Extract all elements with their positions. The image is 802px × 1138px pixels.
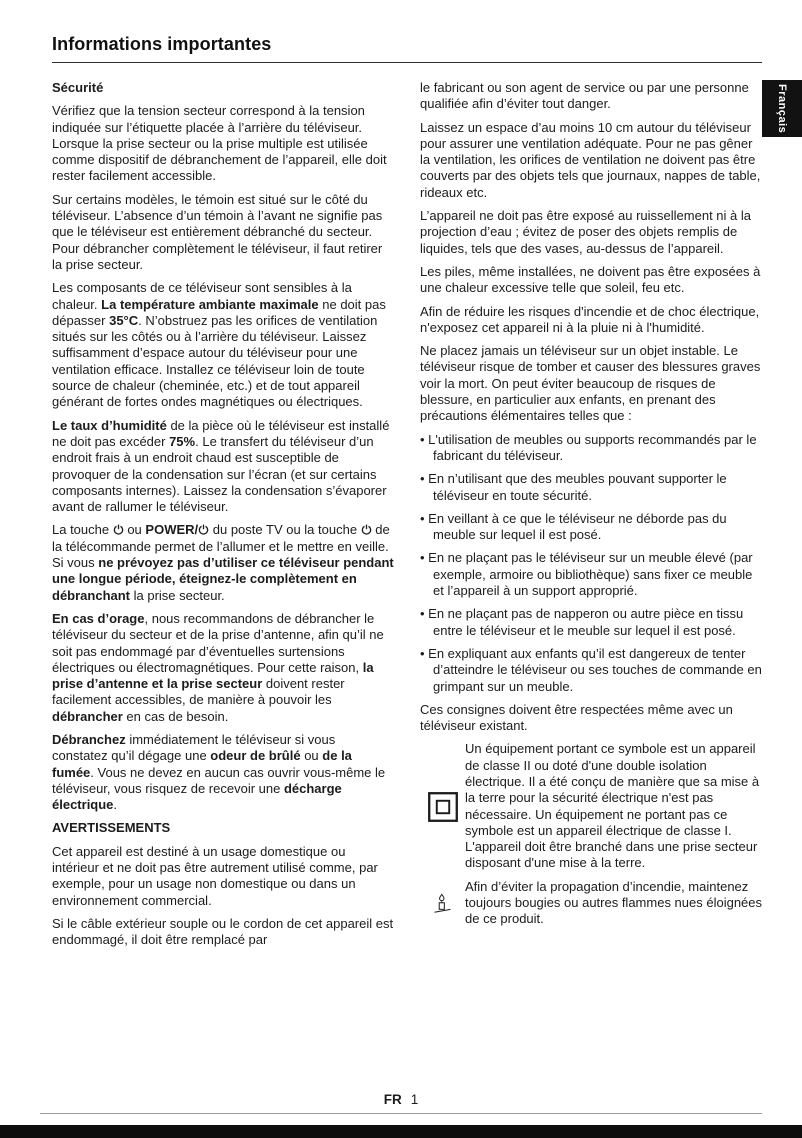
text-run: Un équipement portant ce symbole est un appareil de classe II ou doté d'une double isolation électrique. Il a été conçu de manière que sa mise à la terre pour la sécurité électrique n'est pas nécessaire. Un équipement ne portant pas ce symbole est un appareil électrique de classe I. L'appareil doit être branché dans une prise secteur disposant d'une mise à la terre. [465,741,760,871]
text-run: de la fumée [52,748,352,780]
paragraph [52,192,394,273]
paragraph [420,80,762,113]
text-run: L’appareil ne doit pas être exposé au ruissellement ni à la projection d’eau ; évitez de poser des objets remplis de liquides, tels que des vases, au-dessus de l’appareil. [420,208,751,256]
text-run: Le taux d’humidité [52,417,167,433]
text-run: • En ne plaçant pas de napperon ou autre pièce en tissu entre le téléviseur et le meuble sur lequel il est posé. [420,606,744,638]
text-run: du poste TV ou la touche [209,522,361,538]
paragraph [420,471,762,504]
text-run: ne doit pas dépasser [52,296,386,328]
text-run: odeur de brûlé [210,748,301,764]
text-run: ne prévoyez pas d’utiliser ce téléviseur pendant une longue période, éteignez-le complètement en débranchant [52,555,394,603]
document-body [52,80,762,1080]
text-run: Sur certains modèles, le témoin est situé sur le côté du téléviseur. L’absence d’un témoin à l’avant ne signifie pas que le téléviseur est entièrement débranché du secteur. Pour débrancher complètement le téléviseur, il faut retirer la prise secteur. [52,191,383,272]
power-icon [113,522,124,537]
text-run: Laissez un espace d’au moins 10 cm autour du téléviseur pour assurer une ventilation adéquate. Pour ne pas gêner la ventilation, les orifices de ventilation ne doivent pas être couverts par des objets tels que journaux, nappes de table, rideaux etc. [420,119,761,200]
text-run: Ces consignes doivent être respectées même avec un téléviseur existant. [420,701,733,734]
power-icon [361,522,372,537]
text-run: • L'utilisation de meubles ou supports recommandés par le fabricant du téléviseur. [420,431,757,463]
text-run: immédiatement le téléviseur si vous constatez qu’il dégage une [52,731,336,764]
paragraph [52,916,394,949]
text-run: doivent rester facilement accessibles, de manière à pouvoir les [52,676,345,708]
text-run: En cas d’orage [52,610,145,626]
paragraph [420,120,762,201]
text-run: 75% [169,433,196,449]
paragraph [420,646,762,695]
text-run: . N’obstruez pas les orifices de ventilation situés sur les côtés ou à l’arrière du téléviseur. Laissez suffisamment d’espace autour du téléviseur pour une ventilation efficace. Installez ce téléviseur loin de toute source de chaleur (cheminée, etc.) et de tout appareil générant de fortes ondes magnétiques ou électriques. [52,312,378,410]
text-run: débrancher [52,708,123,724]
class-ii-symbol-icon [420,791,465,823]
power-icon [198,522,209,537]
text-run: POWER/ [145,522,199,538]
text-run: . Le transfert du téléviseur d’un endroit frais à un endroit chaud est susceptible de provoquer de la condensation sur l’écran (et sur certains composants internes). Laissez la condensation s’évaporer avant de rallumer le téléviseur. [52,433,387,515]
text-run: la prise secteur. [130,587,225,603]
symbol-note [420,879,762,928]
text-run: Afin de réduire les risques d'incendie et de choc électrique, n'exposez cet appareil ni à la pluie ni à l'humidité. [420,303,760,335]
bottom-bar [0,1125,802,1138]
paragraph [465,741,762,871]
paragraph [52,103,394,184]
paragraph [52,844,394,909]
paragraph [420,606,762,639]
paragraph [420,511,762,544]
text-run: • En veillant à ce que le téléviseur ne déborde pas du meuble sur lequel il est posé. [420,510,727,543]
text-run: • En expliquant aux enfants qu’il est dangereux de tenter d’atteindre le téléviseur ou ses touches de commande en grimpant sur un meuble. [420,645,762,694]
footer-region-code: FR [383,1092,402,1107]
paragraph [52,522,394,603]
text-run: Si le câble extérieur souple ou le cordon de cet appareil est endommagé, il doit être remplacé par [52,915,394,948]
section-heading [52,820,394,836]
paragraph [52,418,394,516]
text-run: ou [300,748,323,764]
text-run: Les piles, même installées, ne doivent pas être exposées à une chaleur excessive telle que soleil, feu etc. [420,263,761,296]
language-tab [762,80,802,137]
paragraph [420,550,762,599]
text-run: • En n’utilisant que des meubles pouvant supporter le téléviseur en toute sécurité. [420,471,727,503]
paragraph [52,732,394,813]
text-run: Afin d’éviter la propagation d’incendie, maintenez toujours bougies ou autres flammes nues éloignées de ce produit. [465,878,762,927]
text-run: , nous recommandons de débrancher le téléviseur du secteur et de la prise d’antenne, afin qu’il ne soit pas endommagé par d’éventuelles surtensions électriques ou électromagnétiques. Pour cette raison, [52,610,384,675]
text-run: La touche [52,522,113,538]
text-run: Les composants de ce téléviseur sont sensibles à la chaleur. [52,280,352,312]
candle-flame-icon [420,893,465,914]
text-run: de la pièce où le téléviseur est installé ne doit pas excéder [52,417,390,449]
section-heading [52,80,394,96]
paragraph [420,208,762,257]
text-run: Ne placez jamais un téléviseur sur un objet instable. Le téléviseur risque de tomber et causer des blessures graves voir la mort. On peut éviter beaucoup de risques de blessure, en particulier aux enfants, en prenant des précautions élémentaires telles que : [420,343,761,424]
text-run: de la télécommande permet de l’allumer et le mettre en veille. Si vous [52,522,390,571]
text-run: Sécurité [52,80,104,95]
left-column [52,80,394,1080]
text-run: La température ambiante maximale [101,296,319,312]
text-run: . [113,797,118,813]
text-run: . Vous ne devez en aucun cas ouvrir vous-même le téléviseur, vous risquez de recevoir une [52,764,386,796]
footer-divider [40,1113,762,1114]
text-run: • En ne plaçant pas le téléviseur sur un meuble élevé (par exemple, armoire ou bibliothèque) sans fixer ce meuble et l’appareil à un support approprié. [420,550,753,599]
paragraph [420,432,762,465]
text-run: 35°C [109,312,139,328]
text-run: Vérifiez que la tension secteur correspond à la tension indiquée sur l’étiquette placée à l’arrière du téléviseur. Lorsque la prise secteur ou la prise multiple est utilisée comme dispositif de débranchement de l’appareil, elle doit rester facilement accessible. [52,103,387,184]
paragraph [420,702,762,735]
page-title: Informations importantes [52,34,272,54]
paragraph [420,304,762,337]
right-column [420,80,762,1080]
title-divider [52,62,762,63]
paragraph [465,879,762,928]
text-run: ou [123,522,146,538]
paragraph [52,611,394,725]
text-run: le fabricant ou son agent de service ou par une personne qualifiée afin d’éviter tout danger. [420,80,749,112]
paragraph [52,280,394,410]
text-run: AVERTISSEMENTS [52,820,171,836]
text-run: Débranchez [52,731,126,747]
language-tab-label: Français [776,83,788,134]
page-footer [0,1092,802,1107]
text-run: décharge électrique [52,780,342,813]
footer-page-number: 1 [410,1092,419,1107]
paragraph [420,343,762,424]
text-run: en cas de besoin. [122,708,229,724]
paragraph [420,264,762,297]
text-run: Cet appareil est destiné à un usage domestique ou intérieur et ne doit pas être autrement utilisé comme, par exemple, pour un usage non domestique ou dans un environnement commercial. [52,843,378,908]
symbol-note [420,741,762,871]
text-run: la prise d’antenne et la prise secteur [52,659,374,692]
